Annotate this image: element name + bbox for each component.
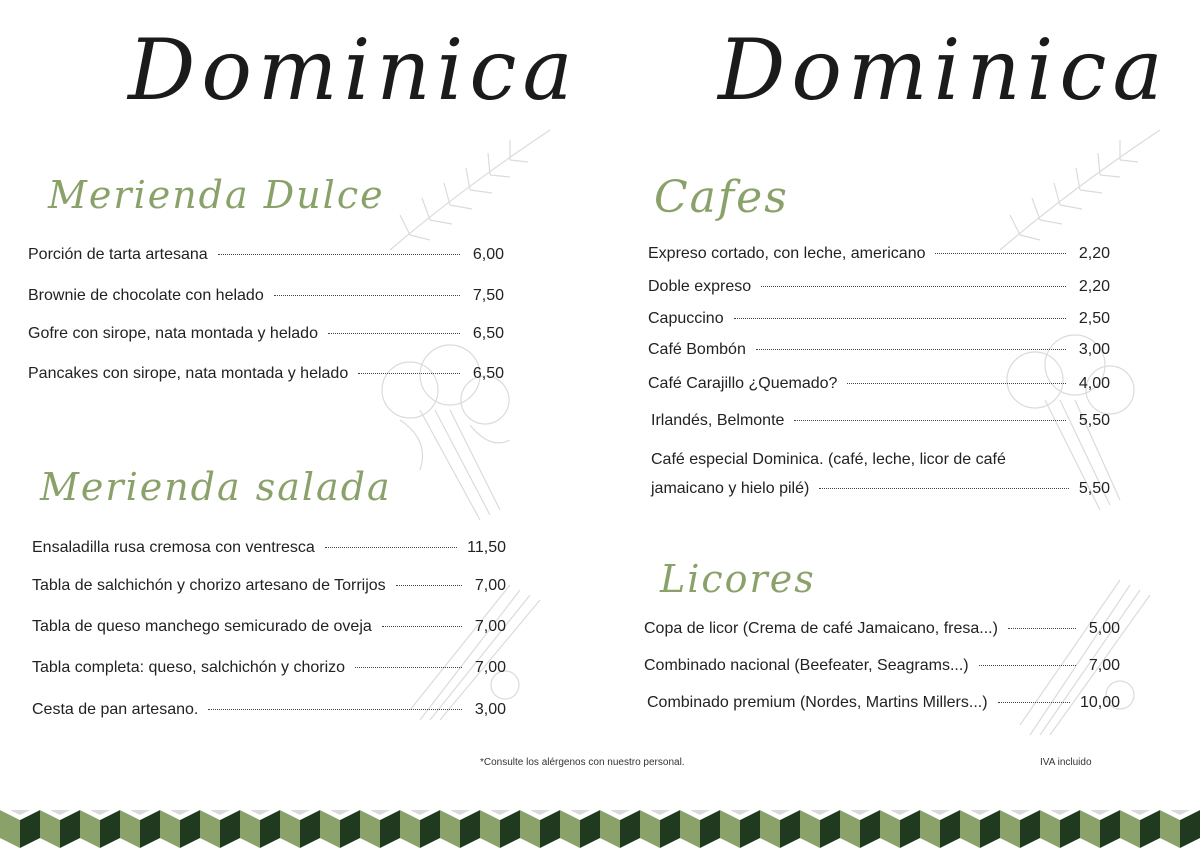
item-price: 5,50 (1078, 480, 1110, 497)
rosemary-illustration-left (380, 120, 560, 260)
menu-item (648, 245, 1110, 263)
item-name-line2: jamaicano y hielo pilé) (651, 480, 810, 497)
menu-item (32, 618, 506, 636)
item-name: Copa de licor (Crema de café Jamaicano, fresa...) (644, 620, 998, 637)
section-title-merienda-salada: Merienda salada (40, 465, 392, 509)
item-price: 2,20 (1078, 278, 1110, 295)
menu-item (647, 694, 1120, 712)
item-price: 2,20 (1078, 245, 1110, 262)
dot-leader (358, 373, 460, 374)
item-price: 2,50 (1078, 310, 1110, 327)
item-name: Café Bombón (648, 341, 746, 358)
menu-item (28, 246, 504, 264)
menu-item-special (651, 445, 1110, 503)
item-name: Tabla de queso manchego semicurado de oveja (32, 618, 372, 635)
dot-leader (325, 547, 457, 548)
dot-leader (1008, 628, 1076, 629)
dot-leader (218, 254, 460, 255)
item-price: 6,50 (472, 365, 504, 382)
item-name: Brownie de chocolate con helado (28, 287, 264, 304)
menu-item (28, 287, 504, 305)
item-name: Tabla completa: queso, salchichón y chorizo (32, 659, 346, 676)
item-name: Pancakes con sirope, nata montada y helado (28, 365, 349, 382)
section-title-cafes: Cafes (654, 172, 789, 223)
brand-title-left: Dominica (128, 21, 579, 119)
item-name: Capuccino (648, 310, 724, 327)
dot-leader (208, 709, 462, 710)
menu-item (32, 577, 506, 595)
dot-leader (794, 420, 1066, 421)
iva-note: IVA incluido (1040, 757, 1092, 768)
item-name: Ensaladilla rusa cremosa con ventresca (32, 539, 315, 556)
section-title-merienda-dulce: Merienda Dulce (48, 173, 385, 217)
item-price: 7,00 (474, 659, 506, 676)
section-title-licores: Licores (660, 557, 816, 601)
item-name: Cesta de pan artesano. (32, 701, 199, 718)
item-name: Combinado premium (Nordes, Martins Millers...) (647, 694, 988, 711)
menu-item (648, 341, 1110, 359)
dot-leader (274, 295, 460, 296)
item-price: 5,50 (1078, 412, 1110, 429)
dot-leader (328, 333, 460, 334)
dot-leader (382, 626, 462, 627)
item-name: Combinado nacional (Beefeater, Seagrams...) (644, 657, 969, 674)
item-price: 7,50 (472, 287, 504, 304)
dot-leader (979, 665, 1076, 666)
item-price: 7,00 (1088, 657, 1120, 674)
dot-leader (847, 383, 1066, 384)
dot-leader (998, 702, 1070, 703)
item-price: 11,50 (467, 539, 506, 556)
menu-item (648, 278, 1110, 296)
menu-item (28, 325, 504, 343)
dot-leader (761, 286, 1066, 287)
menu-item (644, 620, 1120, 638)
item-name: Porción de tarta artesana (28, 246, 208, 263)
menu-item (651, 412, 1110, 430)
menu-item (32, 539, 506, 557)
allergens-note: *Consulte los alérgenos con nuestro personal. (480, 757, 685, 768)
brand-title-right: Dominica (718, 21, 1169, 119)
item-price: 6,50 (472, 325, 504, 342)
item-price: 4,00 (1078, 375, 1110, 392)
item-name: Tabla de salchichón y chorizo artesano de Torrijos (32, 577, 386, 594)
geometric-cube-border (0, 810, 1200, 848)
item-name: Gofre con sirope, nata montada y helado (28, 325, 318, 342)
item-price: 7,00 (474, 618, 506, 635)
item-price: 3,00 (474, 701, 506, 718)
item-price: 5,00 (1088, 620, 1120, 637)
dot-leader (734, 318, 1066, 319)
item-name: Expreso cortado, con leche, americano (648, 245, 926, 262)
item-price: 3,00 (1078, 341, 1110, 358)
menu-item (644, 657, 1120, 675)
item-name: Doble expreso (648, 278, 752, 295)
menu-item (28, 365, 504, 383)
menu-item (648, 375, 1110, 393)
dot-leader (935, 253, 1066, 254)
rosemary-illustration-right (990, 120, 1170, 260)
dot-leader (819, 488, 1069, 489)
item-price: 6,00 (472, 246, 504, 263)
item-line2 (651, 474, 1110, 503)
item-name-line1: Café especial Dominica. (café, leche, licor de café (651, 451, 1006, 468)
menu-item (32, 659, 506, 677)
menu-item (32, 701, 506, 719)
dot-leader (396, 585, 462, 586)
menu-item (648, 310, 1110, 328)
dot-leader (355, 667, 462, 668)
item-name: Café Carajillo ¿Quemado? (648, 375, 838, 392)
item-price: 7,00 (474, 577, 506, 594)
dot-leader (756, 349, 1066, 350)
item-name: Irlandés, Belmonte (651, 412, 785, 429)
item-price: 10,00 (1079, 694, 1120, 711)
